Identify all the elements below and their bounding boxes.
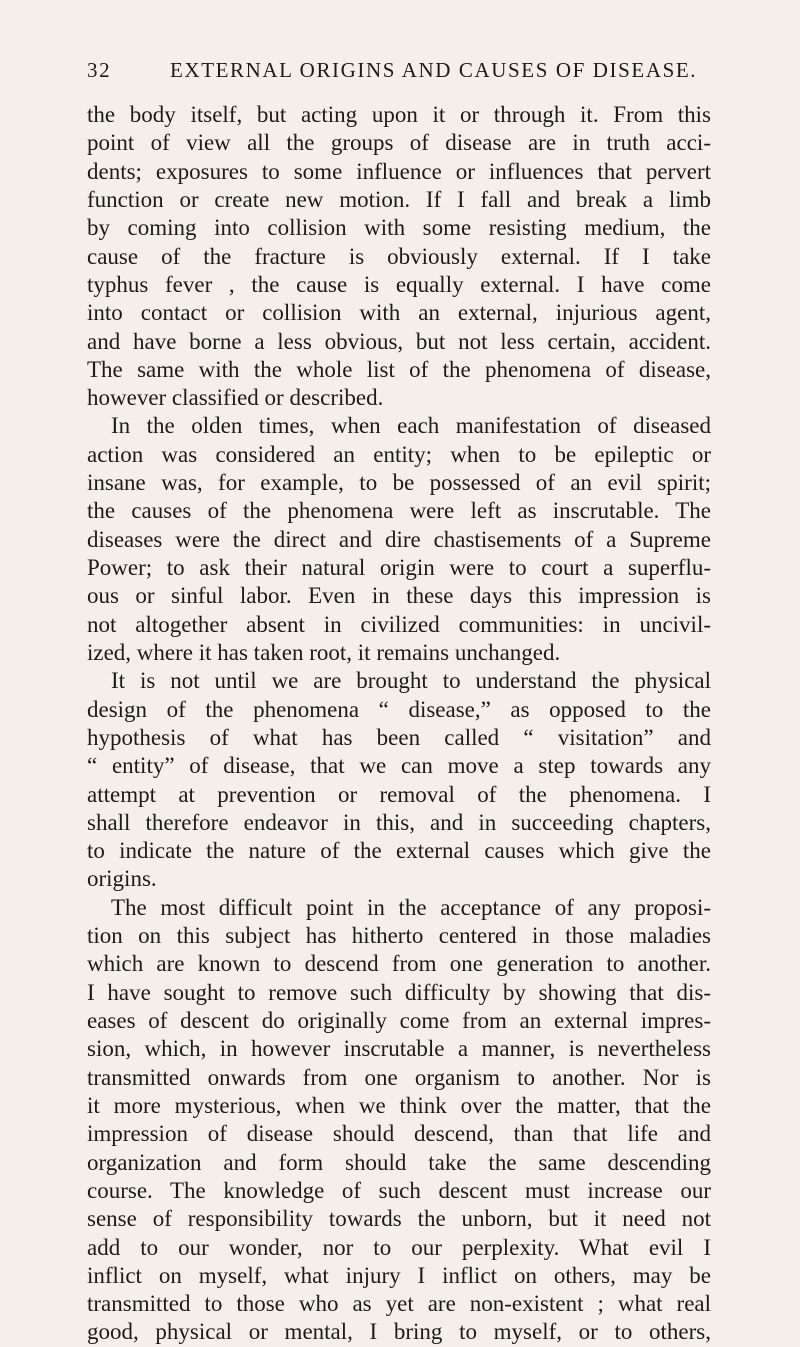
text-line: add to our wonder, nor to our perplexity. What evil I bbox=[87, 1234, 711, 1260]
text-line: sense of responsibility towards the unborn, but it need not bbox=[87, 1206, 711, 1232]
text-line: eases of descent do originally come from an external impres- bbox=[87, 1008, 711, 1033]
text-line: action was considered an entity; when to be epileptic or bbox=[87, 441, 711, 467]
text-line: by coming into collision with some resisting medium, the bbox=[87, 215, 711, 241]
paragraph-start: It is not until we are brought to understand the physical bbox=[111, 668, 711, 694]
text-line: dents; exposures to some influence or influences that pervert bbox=[87, 158, 711, 184]
text-line: the body itself, but acting upon it or through it. From this bbox=[87, 102, 711, 127]
text-line: tion on this subject has hitherto centered in those maladies bbox=[87, 923, 711, 949]
text-line: which are known to descend from one generation to another. bbox=[87, 951, 711, 977]
text-line: insane was, for example, to be possessed of an evil spirit; bbox=[87, 470, 711, 496]
text-line: ous or sinful labor. Even in these days this impression is bbox=[87, 583, 711, 609]
text-line: the causes of the phenomena were left as inscrutable. The bbox=[87, 498, 711, 524]
text-line: I have sought to remove such difficulty by showing that dis- bbox=[87, 979, 711, 1005]
text-line: “ entity” of disease, that we can move a step towards any bbox=[87, 753, 711, 779]
paragraph-start: In the olden times, when each manifestation of diseased bbox=[111, 413, 711, 439]
text-line: to indicate the nature of the external causes which give the bbox=[87, 838, 711, 864]
text-line: design of the phenomena “ disease,” as opposed to the bbox=[87, 696, 711, 722]
page-header bbox=[87, 58, 698, 86]
paragraph-start: The most difficult point in the acceptance of any proposi- bbox=[111, 894, 711, 920]
text-line: point of view all the groups of disease are in truth acci- bbox=[87, 130, 711, 156]
running-head: EXTERNAL ORIGINS AND CAUSES OF DISEASE. bbox=[170, 58, 698, 82]
text-line: transmitted to those who as yet are non-existent ; what real bbox=[87, 1291, 711, 1317]
page-number: 32 bbox=[87, 58, 112, 82]
text-line: function or create new motion. If I fall and break a limb bbox=[87, 186, 711, 212]
text-line: Power; to ask their natural origin were to court a superflu- bbox=[87, 555, 711, 580]
text-line: The same with the whole list of the phenomena of disease, bbox=[87, 356, 711, 382]
text-line: hypothesis of what has been called “ visitation” and bbox=[87, 724, 711, 750]
text-line: shall therefore endeavor in this, and in succeeding chapters, bbox=[87, 809, 711, 835]
text-line: it more mysterious, when we think over the matter, that the bbox=[87, 1092, 711, 1118]
text-line: attempt at prevention or removal of the phenomena. I bbox=[87, 781, 711, 807]
text-line: not altogether absent in civilized communities: in uncivil- bbox=[87, 611, 711, 637]
text-line: impression of disease should descend, than that life and bbox=[87, 1121, 711, 1147]
body-text bbox=[87, 101, 711, 1347]
text-line: inflict on myself, what injury I inflict on others, may be bbox=[87, 1262, 711, 1288]
text-line: ized, where it has taken root, it remains unchanged. bbox=[87, 639, 561, 665]
text-line: transmitted onwards from one organism to another. Nor is bbox=[87, 1064, 711, 1090]
text-line: and have borne a less obvious, but not less certain, accident. bbox=[87, 328, 711, 354]
text-line: organization and form should take the same descending bbox=[87, 1149, 711, 1175]
text-line: into contact or collision with an external, injurious agent, bbox=[87, 300, 711, 326]
text-line: origins. bbox=[87, 866, 157, 892]
text-line: however classified or described. bbox=[87, 385, 384, 411]
text-line: sion, which, in however inscrutable a manner, is nevertheless bbox=[87, 1036, 711, 1062]
text-line: good, physical or mental, I bring to myself, or to others, bbox=[87, 1319, 711, 1345]
text-line: diseases were the direct and dire chastisements of a Supreme bbox=[87, 526, 711, 552]
text-line: typhus fever , the cause is equally external. I have come bbox=[87, 271, 711, 297]
text-line: cause of the fracture is obviously external. If I take bbox=[87, 243, 711, 269]
text-line: course. The knowledge of such descent must increase our bbox=[87, 1177, 711, 1203]
